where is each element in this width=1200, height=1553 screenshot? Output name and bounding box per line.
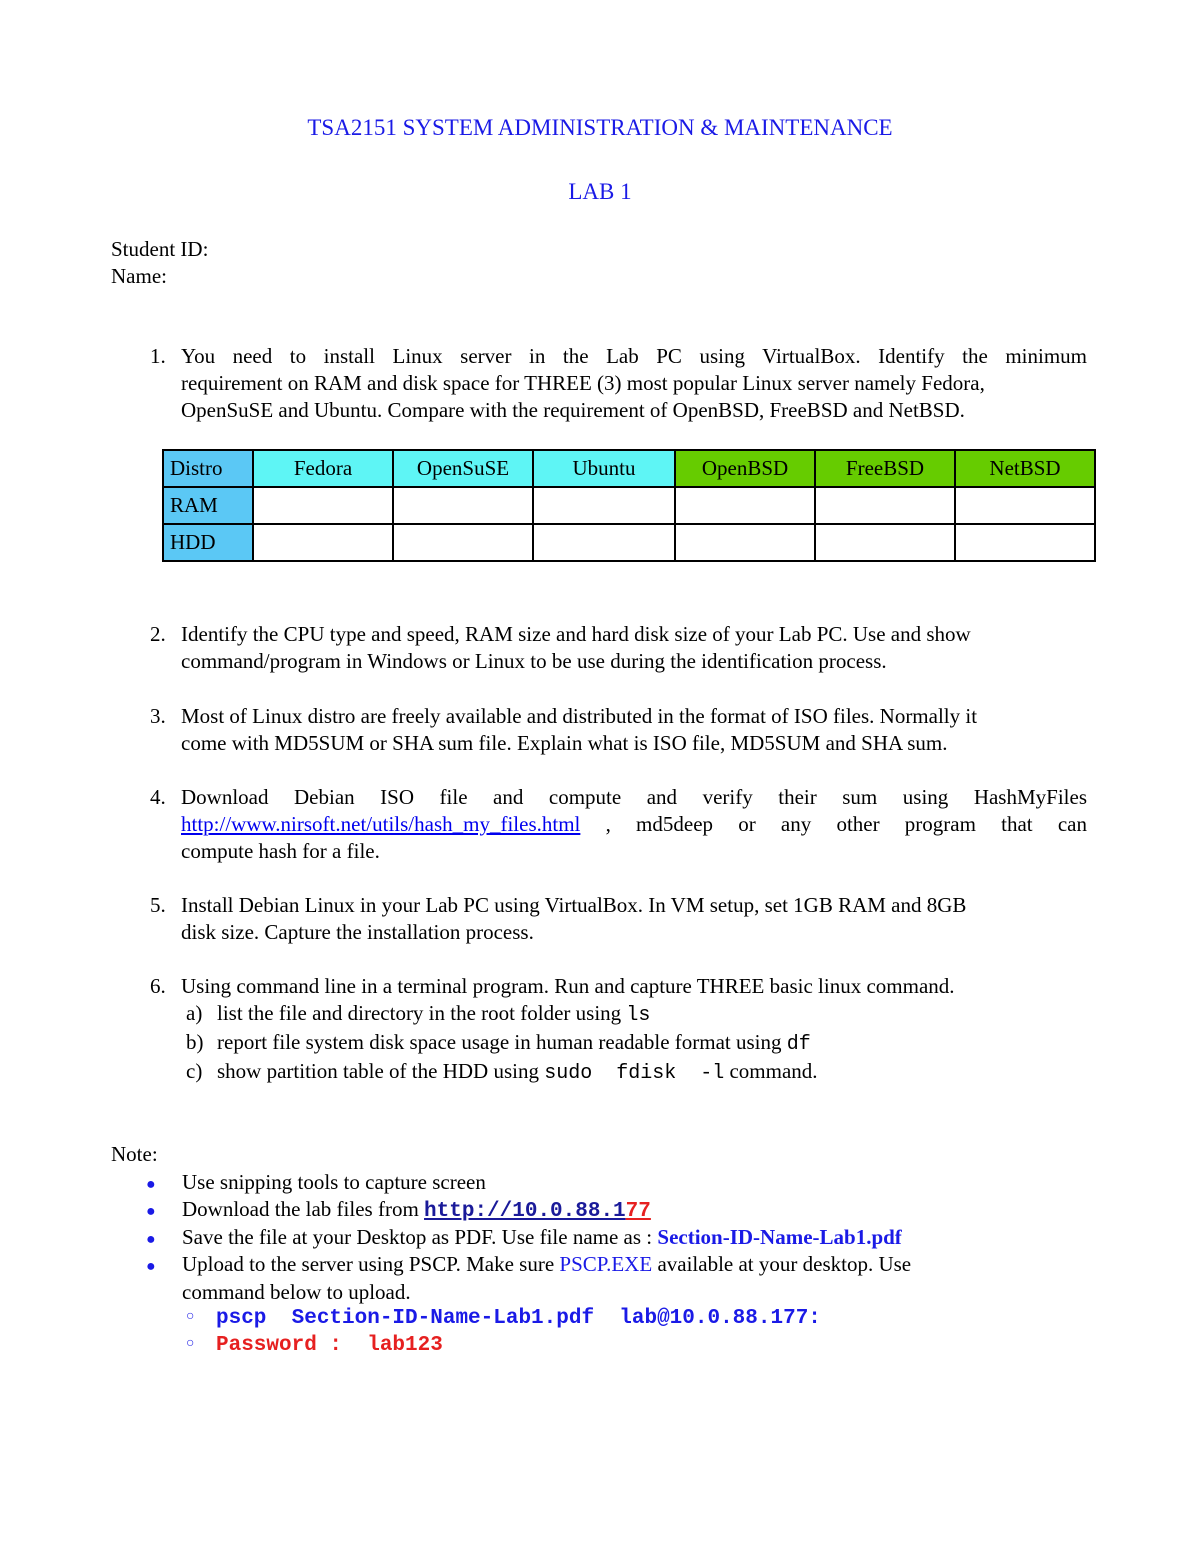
command-text: pscp Section-ID-Name-Lab1.pdf lab@10.0.88.177:	[216, 1307, 821, 1330]
question-line: Using command line in a terminal program. Run and capture THREE basic linux command.	[181, 974, 955, 998]
question-line: disk size. Capture the installation process.	[181, 920, 534, 944]
sub-text: command.	[724, 1059, 818, 1083]
table-header-row	[163, 450, 1095, 487]
question-line: Identify the CPU type and speed, RAM size and hard disk size of your Lab PC. Use and show	[181, 622, 971, 646]
pscp-exe: PSCP.EXE	[559, 1252, 653, 1276]
hashmyfiles-link[interactable]: http://www.nirsoft.net/utils/hash_my_files.html	[181, 812, 581, 836]
note-text: Download the lab files from	[182, 1197, 425, 1221]
question-line: command/program in Windows or Linux to be use during the identification process.	[181, 649, 887, 673]
table-header-cell: OpenSuSE	[393, 450, 533, 487]
table-header-cell: OpenBSD	[675, 450, 815, 487]
table-cell[interactable]	[533, 524, 675, 561]
course-title: TSA2151 SYSTEM ADMINISTRATION & MAINTENANCE	[307, 115, 893, 140]
note-bullet-1	[146, 1169, 486, 1198]
question-line: OpenSuSE and Ubuntu. Compare with the requirement of OpenBSD, FreeBSD and NetBSD.	[181, 398, 965, 422]
bullet-icon: ●	[146, 1203, 156, 1220]
question-4	[150, 784, 1087, 865]
question-number: 6.	[150, 974, 166, 998]
question-6	[150, 973, 1087, 1000]
bullet-icon: ●	[146, 1176, 156, 1193]
table-cell[interactable]	[533, 487, 675, 524]
question-number: 2.	[150, 622, 166, 646]
table-cell[interactable]	[675, 487, 815, 524]
table-row	[163, 524, 1095, 561]
table-cell[interactable]	[955, 487, 1095, 524]
note-text: Use snipping tools to capture screen	[182, 1170, 486, 1194]
table-header-cell: Fedora	[253, 450, 393, 487]
question-line: come with MD5SUM or SHA sum file. Explain what is ISO file, MD5SUM and SHA sum.	[181, 731, 948, 755]
table-cell[interactable]	[393, 487, 533, 524]
question-6-a	[186, 1000, 650, 1029]
password-text: Password : lab123	[216, 1334, 443, 1357]
sub-text: show partition table of the HDD using	[217, 1059, 545, 1083]
table-header-cell: Distro	[163, 450, 253, 487]
question-3	[150, 703, 1087, 757]
note-bullet-4-cont: command below to upload.	[182, 1280, 411, 1304]
lab-server-url[interactable]: http://10.0.88.1	[424, 1200, 626, 1223]
file-name: Section-ID-Name-Lab1.pdf	[657, 1225, 902, 1249]
question-6-c	[186, 1058, 818, 1087]
table-cell[interactable]	[955, 524, 1095, 561]
name-label: Name:	[111, 264, 167, 288]
circle-bullet-icon: ○	[186, 1336, 195, 1352]
bullet-icon: ●	[146, 1258, 156, 1275]
question-line: You need to install Linux server in the Lab PC using VirtualBox. Identify the minimum	[181, 344, 1087, 368]
question-text: , md5deep or any other program that can	[580, 812, 1087, 836]
table-header-cell: Ubuntu	[533, 450, 675, 487]
note-label: Note:	[111, 1142, 158, 1166]
note-text: available at your desktop. Use	[652, 1252, 912, 1276]
circle-bullet-icon: ○	[186, 1309, 195, 1325]
note-text: Upload to the server using PSCP. Make sure	[182, 1252, 560, 1276]
sub-text: list the file and directory in the root folder using	[217, 1001, 627, 1025]
password-line	[186, 1331, 443, 1359]
bullet-icon: ●	[146, 1231, 156, 1248]
question-line: compute hash for a file.	[181, 839, 380, 863]
question-line: Most of Linux distro are freely available and distributed in the format of ISO files. Normally it	[181, 704, 978, 728]
sub-label: c)	[186, 1059, 203, 1083]
table-header-cell: NetBSD	[955, 450, 1095, 487]
question-5	[150, 892, 1087, 946]
sub-label: b)	[186, 1030, 204, 1054]
question-line	[181, 811, 1087, 838]
distro-requirements-table	[162, 449, 1096, 562]
table-cell[interactable]	[393, 524, 533, 561]
table-cell[interactable]	[675, 524, 815, 561]
table-row-label: HDD	[163, 524, 253, 561]
command-ls: ls	[626, 1004, 651, 1027]
question-line: Download Debian ISO file and compute and verify their sum using HashMyFiles	[181, 785, 1087, 809]
student-id-label: Student ID:	[111, 237, 209, 261]
table-row	[163, 487, 1095, 524]
sub-text: report file system disk space usage in human readable format using	[217, 1030, 787, 1054]
question-1	[150, 343, 1087, 424]
command-fdisk: sudo fdisk -l	[544, 1062, 725, 1085]
question-number: 4.	[150, 785, 166, 809]
sub-label: a)	[186, 1001, 203, 1025]
lab-title: LAB 1	[568, 179, 632, 204]
note-bullet-3	[146, 1224, 902, 1253]
table-cell[interactable]	[815, 524, 955, 561]
table-header-cell: FreeBSD	[815, 450, 955, 487]
note-text: Save the file at your Desktop as PDF. Use file name as :	[182, 1225, 658, 1249]
question-number: 3.	[150, 704, 166, 728]
table-cell[interactable]	[815, 487, 955, 524]
lab-server-url-suffix[interactable]: 77	[625, 1200, 651, 1223]
command-df: df	[786, 1033, 811, 1056]
question-2	[150, 621, 1087, 675]
pscp-command	[186, 1304, 821, 1332]
question-6-b	[186, 1029, 811, 1058]
table-cell[interactable]	[253, 487, 393, 524]
note-bullet-4	[146, 1251, 911, 1280]
table-cell[interactable]	[253, 524, 393, 561]
question-number: 5.	[150, 893, 166, 917]
note-bullet-2	[146, 1196, 651, 1225]
question-line: Install Debian Linux in your Lab PC using VirtualBox. In VM setup, set 1GB RAM and 8GB	[181, 893, 967, 917]
question-number: 1.	[150, 344, 166, 368]
question-line: requirement on RAM and disk space for THREE (3) most popular Linux server namely Fedora,	[181, 371, 985, 395]
table-row-label: RAM	[163, 487, 253, 524]
